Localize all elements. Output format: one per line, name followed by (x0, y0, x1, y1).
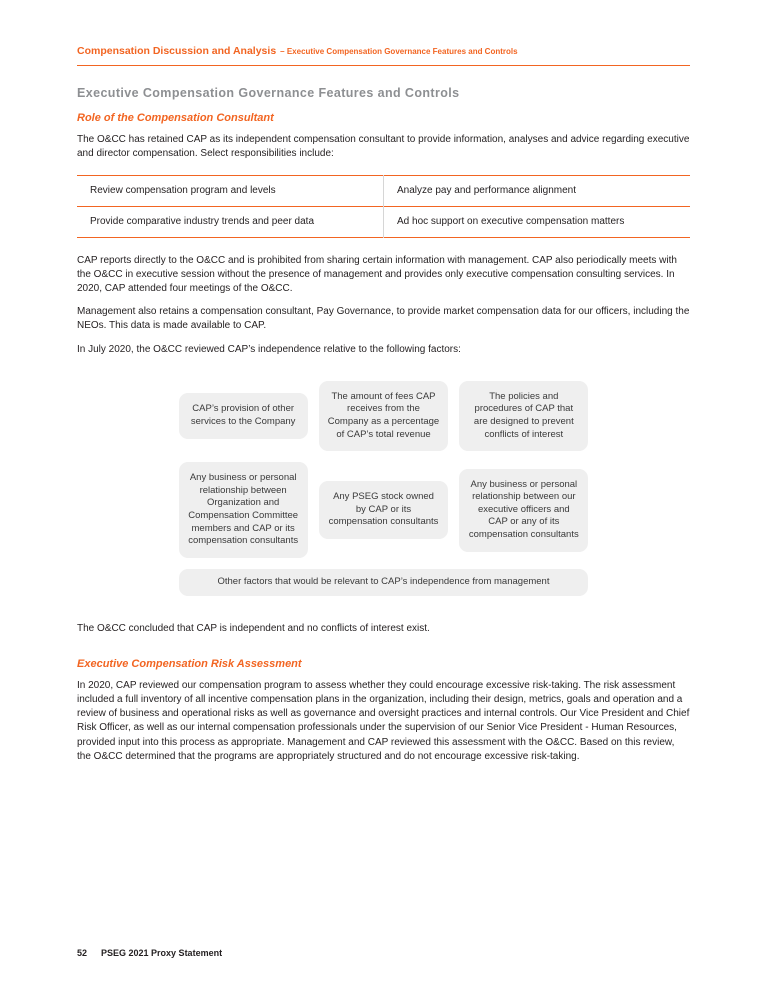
cap-reports-paragraph: CAP reports directly to the O&CC and is prohibited from sharing certain information with management. CAP also periodically meets with the O&CC in executive session without the presence of management and provides only executive compensation consulting services. In 2020, CAP attended four meetings of the O&CC. (77, 254, 677, 294)
breadcrumb (77, 40, 690, 59)
risk-assessment-heading: Executive Compensation Risk Assessment (77, 657, 302, 670)
factor-box-wide: Other factors that would be relevant to CAP’s independence from management (179, 569, 589, 596)
factor-box: The policies and procedures of CAP that are designed to prevent conflicts of interest (459, 381, 588, 452)
header-divider (77, 65, 690, 66)
breadcrumb-main: Compensation Discussion and Analysis (77, 45, 277, 57)
factor-box: The amount of fees CAP receives from the Company as a percentage of CAP’s total revenue (319, 381, 448, 452)
responsibilities-table (77, 175, 690, 238)
table-cell: Ad hoc support on executive compensation matters (384, 206, 691, 237)
page-header (77, 40, 690, 66)
factor-box: Any business or personal relationship between Organization and Compensation Committee members and CAP or its compensation consultants (179, 462, 308, 558)
factor-box: Any business or personal relationship between our executive officers and CAP or any of its compensation consultants (459, 469, 588, 552)
page-footer (77, 918, 690, 958)
breadcrumb-sub: – Executive Compensation Governance Features and Controls (280, 47, 518, 56)
table-cell: Analyze pay and performance alignment (384, 175, 691, 206)
consultant-intro-paragraph: The O&CC has retained CAP as its independent compensation consultant to provide information, analyses and advice regarding executive and director compensation. Select responsibilities include: (77, 134, 690, 160)
independence-factors-grid (179, 381, 589, 596)
factor-box: CAP’s provision of other services to the Company (179, 393, 308, 438)
factor-box: Any PSEG stock owned by CAP or its compensation consultants (319, 481, 448, 539)
footer-label: PSEG 2021 Proxy Statement (101, 948, 223, 958)
conclusion-paragraph: The O&CC concluded that CAP is independent and no conflicts of interest exist. (77, 622, 430, 634)
consultant-heading: Role of the Compensation Consultant (77, 112, 274, 125)
table-cell: Provide comparative industry trends and peer data (77, 206, 384, 237)
section-title: Executive Compensation Governance Features and Controls (77, 86, 460, 101)
page-number: 52 (77, 948, 88, 958)
independence-review-paragraph: In July 2020, the O&CC reviewed CAP’s independence relative to the following factors: (77, 343, 461, 355)
risk-assessment-paragraph: In 2020, CAP reviewed our compensation program to assess whether they could encourage excessive risk-taking. The risk assessment included a full inventory of all incentive compensation plans in the organization, including their design, metrics, goals and operation and a review of business and operational risks as well as governance and oversight practices and internal controls. Our Vice President and Chief Risk Officer, as well as our internal compensation professionals under the supervision of our Senior Vice President - Human Resources, provided input into this process as appropriate. Management and CAP reviewed this assessment with the O&CC. Based on this review, the O&CC determined that the programs are appropriately structured and do not encourage excessive risk-taking. (77, 679, 690, 762)
table-cell: Review compensation program and levels (90, 185, 276, 197)
table-row (77, 206, 690, 237)
table-row (77, 175, 690, 206)
pay-governance-paragraph: Management also retains a compensation consultant, Pay Governance, to provide market compensation data for our officers, including the NEOs. This data is made available to CAP. (77, 306, 690, 332)
